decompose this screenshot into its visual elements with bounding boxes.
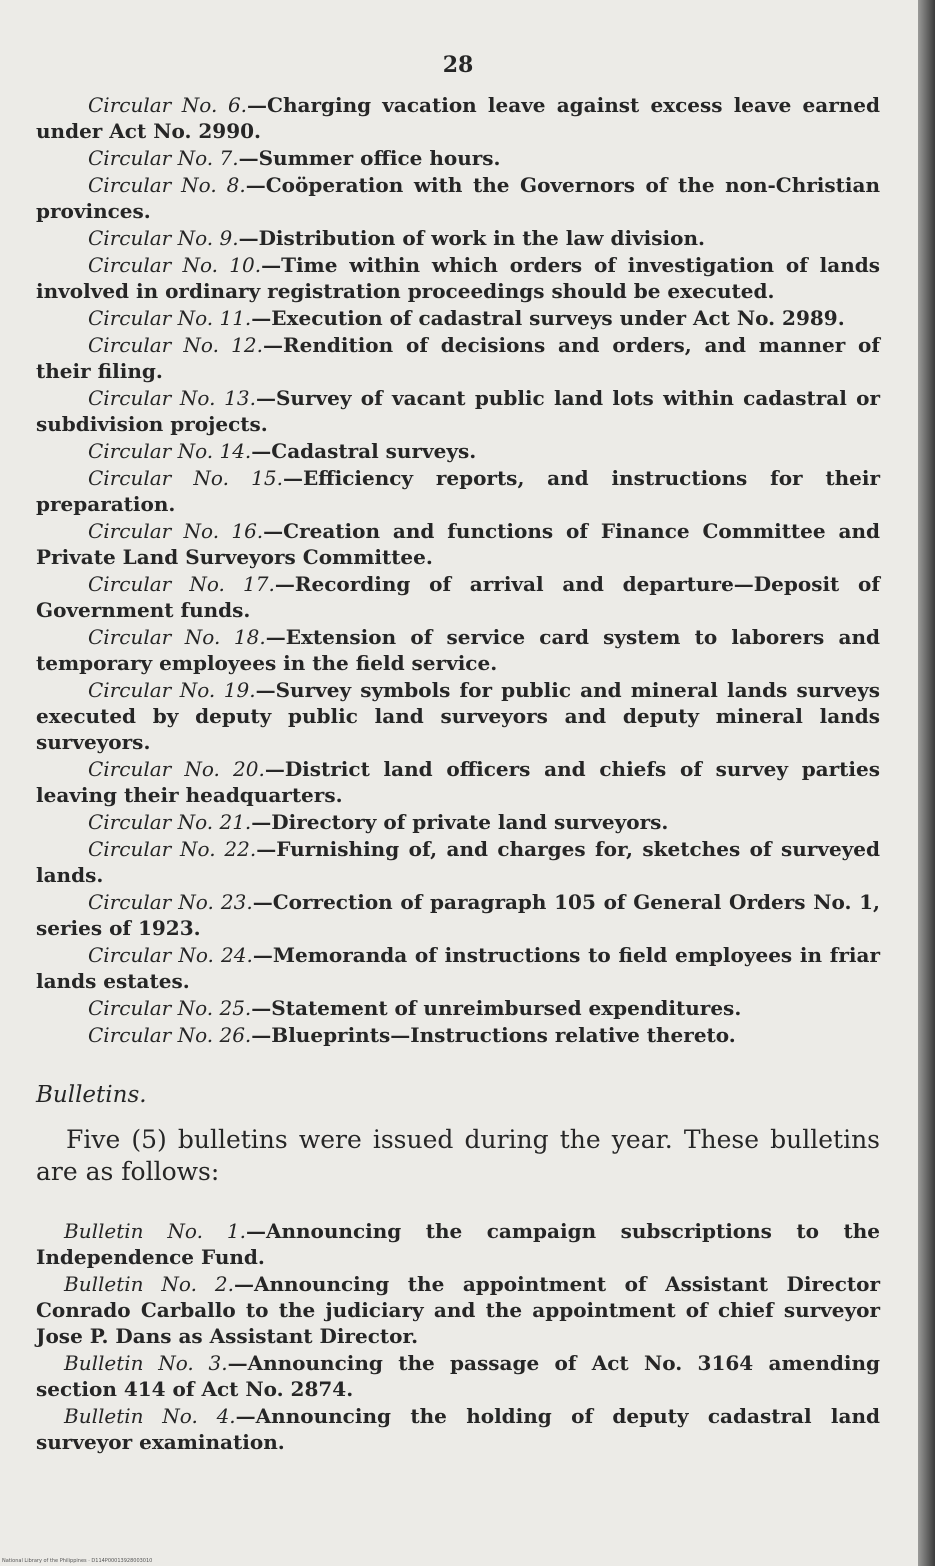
circular-entry: Circular No. 26.—Blueprints—Instructions relative thereto. — [88, 1023, 736, 1047]
circular-desc: Statement of unreimbursed expenditures. — [271, 996, 742, 1020]
circular-desc: Summer office hours. — [258, 146, 501, 170]
circular-ref: Circular No. 9. — [88, 226, 239, 250]
circular-entry: Circular No. 12.—Rendition of decisions and orders, and manner of their filing. — [36, 333, 881, 383]
circular-desc: Memoranda of instructions to field employees in friar lands estates. — [36, 943, 880, 993]
circular-desc: District land officers and chiefs of survey parties leaving their headquarters. — [36, 757, 880, 807]
circular-entry: Circular No. 17.—Recording of arrival and departure—Deposit of Government funds. — [36, 572, 880, 622]
circular-desc: Furnishing of, and charges for, sketches of surveyed lands. — [36, 837, 881, 887]
circular-ref: Circular No. 7. — [88, 146, 239, 170]
bulletin-ref: Bulletin No. 2. — [64, 1272, 234, 1296]
circular-desc: Directory of private land surveyors. — [271, 810, 669, 834]
circulars-list — [36, 92, 880, 1048]
circular-ref: Circular No. 23. — [88, 890, 253, 914]
circular-ref: Circular No. 26. — [88, 1023, 252, 1047]
bulletin-desc: Announcing the passage of Act No. 3164 amending section 414 of Act No. 2874. — [36, 1351, 880, 1401]
bulletin-entry: Bulletin No. 4.—Announcing the holding of deputy cadastral land surveyor examination. — [36, 1404, 880, 1454]
circular-entry: Circular No. 9.—Distribution of work in the law division. — [88, 226, 705, 250]
circular-entry: Circular No. 22.—Furnishing of, and charges for, sketches of surveyed lands. — [36, 837, 881, 887]
bulletin-ref: Bulletin No. 3. — [64, 1351, 228, 1375]
bulletin-ref: Bulletin No. 1. — [64, 1219, 246, 1243]
circular-entry: Circular No. 21.—Directory of private land surveyors. — [88, 810, 669, 834]
circular-ref: Circular No. 25. — [88, 996, 252, 1020]
circular-desc: Charging vacation leave against excess leave earned under Act No. 2990. — [36, 93, 880, 143]
bulletin-entry: Bulletin No. 3.—Announcing the passage of Act No. 3164 amending section 414 of Act No. 2874. — [36, 1351, 880, 1401]
circular-ref: Circular No. 18. — [88, 625, 266, 649]
circular-desc: Coöperation with the Governors of the non-Christian provinces. — [36, 173, 880, 223]
circular-ref: Circular No. 22. — [88, 837, 257, 861]
circular-desc: Survey of vacant public land lots within cadastral or subdivision projects. — [36, 386, 881, 436]
circular-ref: Circular No. 16. — [88, 519, 264, 543]
circular-desc: Extension of service card system to laborers and temporary employees in the field service. — [36, 625, 880, 675]
circular-desc: Efficiency reports, and instructions for their preparation. — [36, 466, 881, 516]
bulletin-ref: Bulletin No. 4. — [64, 1404, 236, 1428]
circular-entry: Circular No. 7.—Summer office hours. — [88, 146, 501, 170]
circular-ref: Circular No. 24. — [88, 943, 253, 967]
circular-entry: Circular No. 19.—Survey symbols for public and mineral lands surveys executed by deputy public land surveyors and deputy mineral lands surveyors. — [36, 678, 881, 754]
circular-ref: Circular No. 6. — [88, 93, 248, 117]
circular-entry: Circular No. 24.—Memoranda of instructions to field employees in friar lands estates. — [36, 943, 880, 993]
circular-entry: Circular No. 20.—District land officers and chiefs of survey parties leaving their headquarters. — [36, 757, 880, 807]
circular-desc: Recording of arrival and departure—Deposit of Government funds. — [36, 572, 880, 622]
circular-desc: Distribution of work in the law division. — [258, 226, 705, 250]
circular-ref: Circular No. 19. — [88, 678, 256, 702]
circular-ref: Circular No. 17. — [88, 572, 275, 596]
circular-entry: Circular No. 16.—Creation and functions of Finance Committee and Private Land Surveyors Committee. — [36, 519, 881, 569]
circular-entry: Circular No. 11.—Execution of cadastral surveys under Act No. 2989. — [88, 306, 845, 330]
page-number: 28 — [442, 52, 474, 78]
circular-entry: Circular No. 10.—Time within which orders of investigation of lands involved in ordinary registration proceedings should be executed. — [36, 253, 881, 303]
bulletin-desc: Announcing the holding of deputy cadastral land surveyor examination. — [36, 1404, 880, 1454]
circular-desc: Survey symbols for public and mineral lands surveys executed by deputy public land surveyors and deputy mineral lands surveyors. — [36, 678, 881, 754]
circular-entry: Circular No. 8.—Coöperation with the Governors of the non-Christian provinces. — [36, 173, 880, 223]
bulletin-entry: Bulletin No. 2.—Announcing the appointment of Assistant Director Conrado Carballo to the judiciary and the appointment of chief surveyor Jose P. Dans as Assistant Director. — [36, 1272, 880, 1348]
circular-desc: Correction of paragraph 105 of General Orders No. 1, series of 1923. — [36, 890, 880, 940]
circular-entry: Circular No. 23.—Correction of paragraph 105 of General Orders No. 1, series of 1923. — [36, 890, 880, 940]
circular-entry: Circular No. 18.—Extension of service card system to laborers and temporary employees in the field service. — [36, 625, 880, 675]
circular-ref: Circular No. 21. — [88, 810, 252, 834]
circular-entry: Circular No. 6.—Charging vacation leave against excess leave earned under Act No. 2990. — [36, 93, 880, 143]
circular-ref: Circular No. 12. — [88, 333, 263, 357]
circular-entry: Circular No. 15.—Efficiency reports, and instructions for their preparation. — [36, 466, 881, 516]
bulletins-intro: Five (5) bulletins were issued during the year. These bulletins are as follows: — [36, 1125, 880, 1186]
circular-desc: Cadastral surveys. — [271, 439, 477, 463]
circular-desc: Creation and functions of Finance Committee and Private Land Surveyors Committee. — [36, 519, 881, 569]
circular-desc: Rendition of decisions and orders, and manner of their filing. — [36, 333, 881, 383]
circular-ref: Circular No. 15. — [88, 466, 283, 490]
scan-footer: National Library of the Philippines · D114P00013928003010 — [2, 1558, 153, 1564]
circular-ref: Circular No. 10. — [88, 253, 262, 277]
bulletin-desc: Announcing the appointment of Assistant Director Conrado Carballo to the judiciary and the appointment of chief surveyor Jose P. Dans as Assistant Director. — [36, 1272, 880, 1348]
circular-ref: Circular No. 20. — [88, 757, 265, 781]
circular-desc: Time within which orders of investigation of lands involved in ordinary registration proceedings should be executed. — [36, 253, 881, 303]
circular-entry: Circular No. 14.—Cadastral surveys. — [88, 439, 477, 463]
circular-entry: Circular No. 25.—Statement of unreimbursed expenditures. — [88, 996, 742, 1020]
bulletins-heading: Bulletins. — [36, 1082, 147, 1108]
bulletin-desc: Announcing the campaign subscriptions to the Independence Fund. — [36, 1219, 880, 1269]
bulletins-list — [36, 1218, 880, 1455]
circular-ref: Circular No. 14. — [88, 439, 252, 463]
circular-entry: Circular No. 13.—Survey of vacant public land lots within cadastral or subdivision projects. — [36, 386, 881, 436]
bulletin-entry: Bulletin No. 1.—Announcing the campaign subscriptions to the Independence Fund. — [36, 1219, 880, 1269]
circular-desc: Blueprints—Instructions relative thereto. — [271, 1023, 736, 1047]
circular-ref: Circular No. 11. — [88, 306, 252, 330]
circular-ref: Circular No. 8. — [88, 173, 246, 197]
circular-ref: Circular No. 13. — [88, 386, 256, 410]
page-edge-shadow — [918, 0, 935, 1566]
circular-desc: Execution of cadastral surveys under Act No. 2989. — [271, 306, 845, 330]
